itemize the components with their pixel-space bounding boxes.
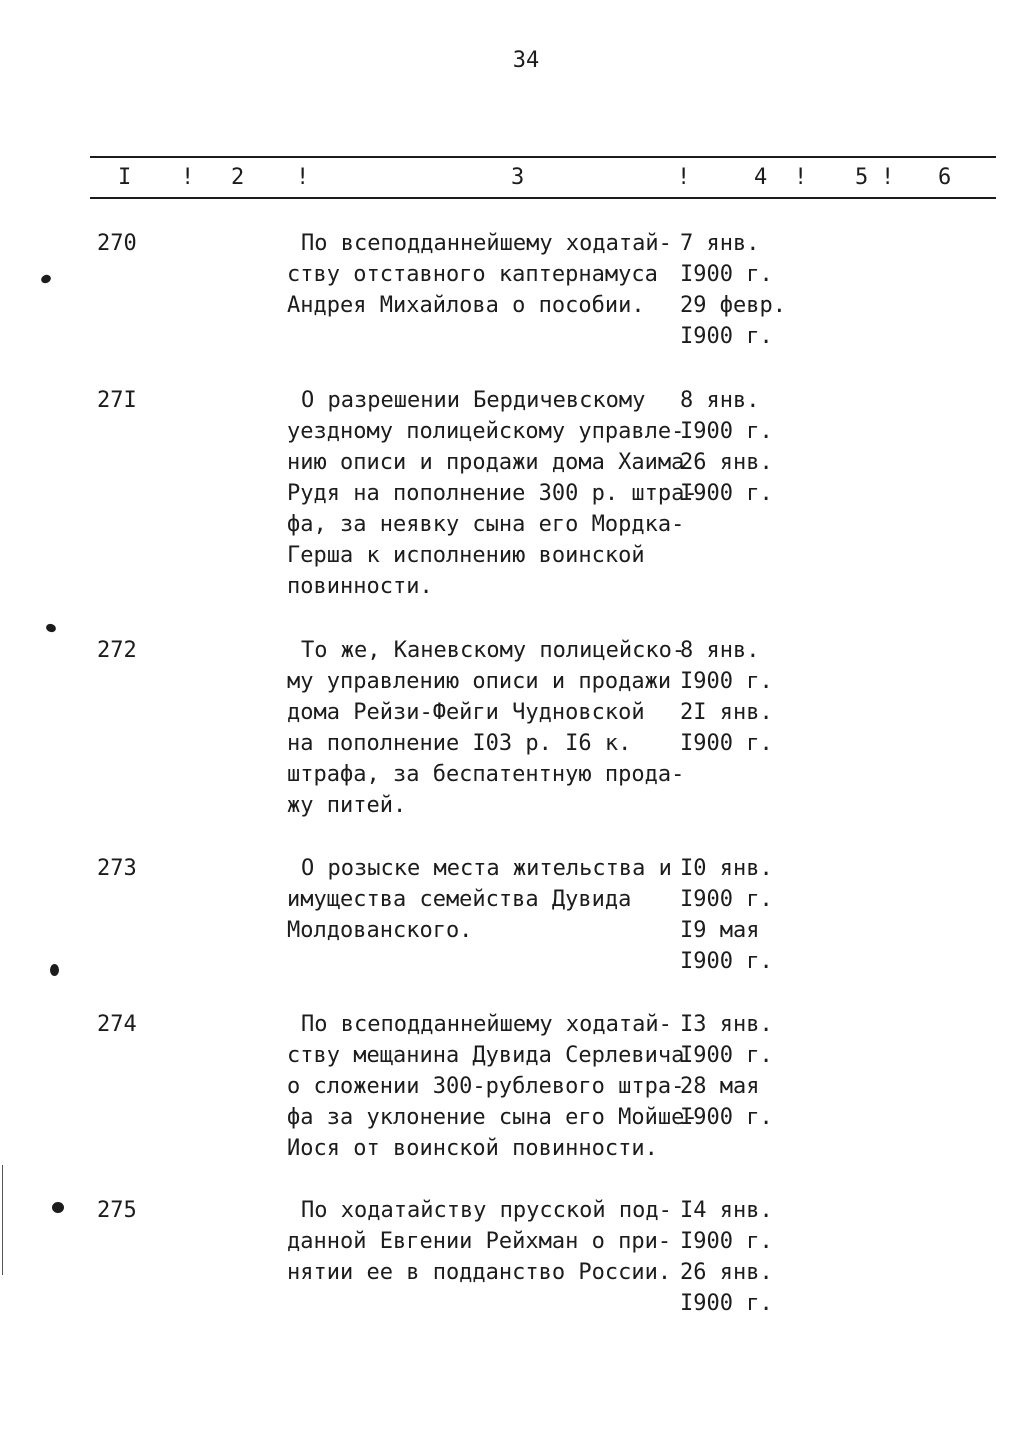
description-line: О разрешении Бердичевскому (301, 388, 646, 413)
header-rule-top (90, 156, 996, 158)
entry-number: 27I (97, 388, 137, 413)
description-line: фа за уклонение сына его Мойше- (287, 1105, 698, 1130)
entry-dates (680, 1195, 790, 1319)
description-line: ству отставного каптернамуса (287, 262, 658, 287)
description-line: ству мещанина Дувида Серлевича (287, 1043, 685, 1068)
column-separator: ! (794, 165, 808, 190)
binding-hole-mark (40, 273, 52, 284)
description-line: Рудя на пополнение 300 р. штра- (287, 481, 698, 506)
entry-number: 272 (97, 638, 137, 663)
description-line: нятии ее в подданство России. (287, 1260, 672, 1285)
date-line: 2I янв. (680, 700, 773, 725)
description-line: По ходатайству прусской под- (301, 1198, 672, 1223)
column-separator: ! (881, 165, 895, 190)
date-line: I900 г. (680, 262, 773, 287)
date-line: I900 г. (680, 1043, 773, 1068)
date-line: I9 мая (680, 918, 760, 943)
page-number: 34 (512, 48, 540, 73)
entry-description (287, 1009, 698, 1164)
date-line: I900 г. (680, 481, 773, 506)
entry-dates (680, 385, 790, 509)
entry-number: 275 (97, 1198, 137, 1223)
entry-description (287, 228, 687, 321)
entry-dates (680, 635, 790, 759)
date-line: 26 янв. (680, 450, 773, 475)
description-line: данной Евгении Рейхман о при- (287, 1229, 672, 1254)
date-line: I900 г. (680, 887, 773, 912)
description-line: дома Рейзи-Фейги Чудновской (287, 700, 645, 725)
binding-hole-mark (52, 1202, 64, 1213)
date-line: 28 мая (680, 1074, 760, 1099)
column-separator: ! (296, 165, 310, 190)
column-1-label: I (118, 165, 132, 190)
entry-description (287, 1195, 687, 1288)
date-line: 8 янв. (680, 638, 760, 663)
description-line: уездному полицейскому управле- (287, 419, 685, 444)
description-line: имущества семейства Дувида (287, 887, 632, 912)
column-separator: ! (181, 165, 195, 190)
date-line: 26 янв. (680, 1260, 773, 1285)
date-line: 7 янв. (680, 231, 760, 256)
entry-description (287, 385, 698, 602)
entry-dates (680, 228, 790, 352)
date-line: I900 г. (680, 731, 773, 756)
column-6-label: 6 (938, 165, 952, 190)
date-line: I900 г. (680, 324, 773, 349)
description-line: О розыске места жительства и (301, 856, 672, 881)
date-line: I900 г. (680, 1229, 773, 1254)
description-line: То же, Каневскому полицейско- (301, 638, 686, 663)
description-line: Герша к исполнению воинской (287, 543, 645, 568)
description-line: повинности. (287, 574, 433, 599)
description-line: жу питей. (287, 793, 407, 818)
column-3-label: 3 (511, 165, 525, 190)
header-rule-bottom (90, 197, 996, 199)
scan-edge-line (2, 1165, 3, 1275)
binding-hole-mark (45, 623, 57, 634)
entry-number: 273 (97, 856, 137, 881)
entry-description (287, 635, 687, 821)
date-line: I900 г. (680, 949, 773, 974)
column-2-label: 2 (231, 165, 245, 190)
column-4-label: 4 (754, 165, 768, 190)
binding-hole-mark (50, 964, 59, 976)
date-line: I0 янв. (680, 856, 773, 881)
description-line: По всеподданнейшему ходатай- (301, 1012, 672, 1037)
date-line: I4 янв. (680, 1198, 773, 1223)
date-line: 8 янв. (680, 388, 760, 413)
description-line: По всеподданнейшему ходатай- (301, 231, 672, 256)
description-line: фа, за неявку сына его Мордка- (287, 512, 685, 537)
description-line: на пополнение I03 р. I6 к. (287, 731, 632, 756)
description-line: Молдованского. (287, 918, 473, 943)
date-line: I3 янв. (680, 1012, 773, 1037)
column-separator: ! (677, 165, 691, 190)
entry-dates (680, 1009, 790, 1133)
description-line: штрафа, за беспатентную прода- (287, 762, 685, 787)
entry-description (287, 853, 687, 946)
entry-dates (680, 853, 790, 977)
date-line: I900 г. (680, 1291, 773, 1316)
description-line: му управлению описи и продажи (287, 669, 672, 694)
date-line: I900 г. (680, 669, 773, 694)
description-line: Иося от воинской повинности. (287, 1136, 658, 1161)
date-line: I900 г. (680, 1105, 773, 1130)
entry-number: 270 (97, 231, 137, 256)
description-line: о сложении 300-рублевого штра- (287, 1074, 685, 1099)
description-line: нию описи и продажи дома Хаима (287, 450, 685, 475)
column-5-label: 5 (855, 165, 869, 190)
date-line: 29 февр. (680, 293, 786, 318)
entry-number: 274 (97, 1012, 137, 1037)
description-line: Андрея Михайлова о пособии. (287, 293, 645, 318)
date-line: I900 г. (680, 419, 773, 444)
